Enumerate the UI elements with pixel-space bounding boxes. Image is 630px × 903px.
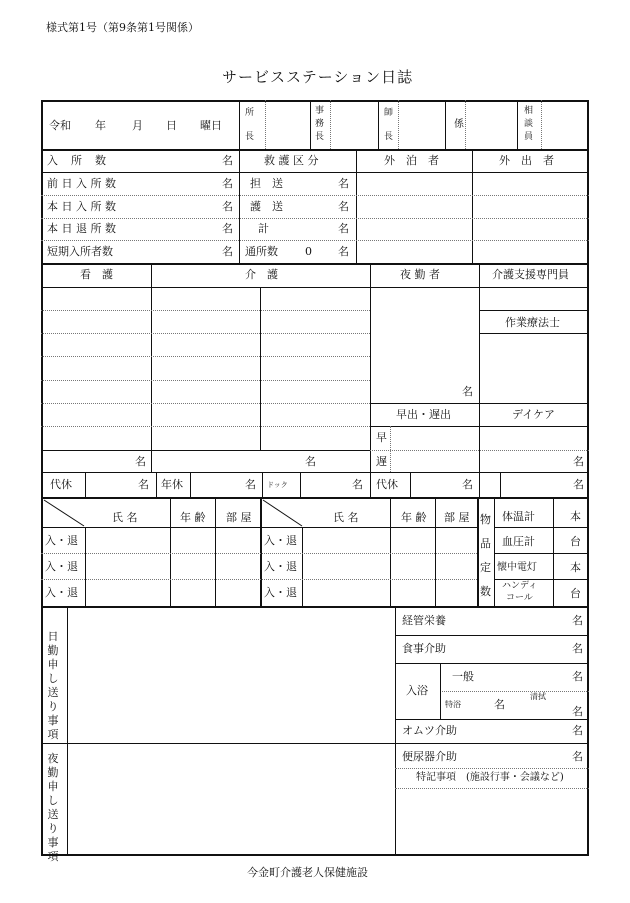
divider: [494, 497, 495, 606]
form-number: 様式第1号（第9条第1号関係）: [46, 21, 199, 34]
unit-label: 名: [572, 642, 583, 655]
nyutai-label: 入・退: [45, 534, 78, 547]
haya-label: 早: [376, 431, 387, 444]
divider: [310, 100, 311, 149]
divider: [41, 553, 477, 554]
divider: [435, 497, 436, 606]
divider: [41, 240, 589, 241]
page-title: サービスステーション日誌: [222, 68, 414, 86]
row-label: 前 日 入 所 数: [47, 177, 116, 190]
divider: [41, 450, 370, 451]
unit-label: 名: [572, 724, 583, 737]
unit-label: 名: [572, 670, 583, 683]
divider: [500, 472, 501, 497]
item-unit: 本: [570, 510, 581, 523]
keikan-label: 経管栄養: [402, 614, 446, 627]
unit-label: 名: [494, 698, 505, 711]
divider: [494, 527, 589, 528]
night-notes-label: 夜 勤 申 し 送 り 事 項: [47, 752, 59, 863]
tokuyoku-label: 特浴: [445, 700, 461, 709]
divider: [330, 100, 331, 149]
nyutai-label: 入・退: [264, 560, 297, 573]
unit-label: 名: [222, 154, 233, 167]
row-label: 本 日 入 所 数: [47, 200, 116, 213]
item-name: コール: [506, 593, 533, 603]
unit-label: 名: [338, 245, 349, 258]
divider: [472, 149, 473, 263]
divider: [395, 768, 589, 769]
row-label: 本 日 退 所 数: [47, 222, 116, 235]
shimei-header: 氏 名: [333, 511, 359, 524]
nyutai-label: 入・退: [264, 586, 297, 599]
unit-label: 名: [462, 478, 473, 491]
divider: [477, 497, 479, 606]
unit-label: 名: [572, 705, 583, 718]
divider: [85, 527, 86, 606]
seishiki-label: 清拭: [530, 692, 546, 701]
date-month: 月: [132, 119, 143, 132]
gaishutsu-header: 外 出 者: [499, 154, 554, 167]
unit-label: 名: [305, 455, 316, 468]
heya-header: 部 屋: [226, 511, 252, 524]
divider: [41, 356, 370, 357]
divider: [85, 472, 86, 497]
divider: [390, 426, 391, 472]
unit-label: 名: [222, 245, 233, 258]
divider: [41, 310, 370, 311]
divider: [41, 579, 477, 580]
shicho-label: 長: [384, 132, 394, 142]
unit-label: 名: [573, 478, 584, 491]
nenkyu-label: 年休: [161, 478, 183, 491]
oso-label: 遅: [376, 455, 387, 468]
sagyo-header: 作業療法士: [505, 316, 560, 329]
nyutai-label: 入・退: [45, 586, 78, 599]
row-label: 通所数: [245, 245, 278, 258]
divider: [239, 100, 240, 149]
divider: [262, 472, 263, 497]
date-weekday: 曜日: [200, 119, 222, 132]
buhin-label: 物: [480, 513, 491, 526]
soudan-label: 員: [524, 132, 534, 142]
divider: [41, 333, 370, 334]
unit-label: 名: [573, 455, 584, 468]
nenrei-header: 年 齢: [401, 511, 427, 524]
divider: [390, 497, 391, 606]
nyuyoku-label: 入浴: [406, 684, 428, 697]
divider: [479, 333, 589, 334]
date-day: 日: [166, 119, 177, 132]
shocho-label: 所: [245, 108, 255, 118]
item-unit: 台: [570, 535, 581, 548]
jimucho-label: 長: [315, 132, 325, 142]
heya-header: 部 屋: [444, 511, 470, 524]
tokki-label: 特記事項 (施設行事・会議など): [416, 772, 564, 783]
divider: [41, 172, 589, 173]
divider: [41, 263, 589, 265]
divider: [494, 579, 589, 580]
daikyu-label: 代休: [50, 478, 72, 491]
divider: [395, 719, 589, 720]
row-label: 短期入所者数: [47, 245, 113, 258]
divider: [41, 218, 589, 219]
soudan-label: 相: [524, 106, 534, 116]
divider: [300, 472, 301, 497]
divider: [398, 100, 399, 149]
divider: [395, 788, 589, 789]
caremanager-header: 介護支援専門員: [492, 268, 569, 281]
divider: [370, 263, 371, 497]
divider: [302, 527, 303, 606]
shokuji-label: 食事介助: [402, 642, 446, 655]
item-name: 血圧計: [502, 535, 535, 548]
item-name: 懐中電灯: [497, 562, 537, 573]
divider: [410, 472, 411, 497]
divider: [395, 635, 589, 636]
kakari-label: 係: [454, 119, 464, 130]
divider: [67, 606, 68, 856]
dokku-label: ドック: [267, 481, 288, 489]
divider: [378, 100, 379, 149]
unit-label: 名: [222, 200, 233, 213]
divider: [41, 743, 395, 744]
benki-label: 便尿器介助: [402, 750, 457, 763]
divider: [479, 263, 480, 497]
divider: [41, 149, 589, 151]
jimucho-label: 事: [315, 106, 325, 116]
unit-label: 名: [338, 222, 349, 235]
date-year: 年: [95, 119, 106, 132]
divider: [239, 149, 240, 263]
divider: [41, 606, 589, 608]
divider: [517, 100, 518, 149]
item-name: ハンディ: [502, 581, 538, 591]
unit-label: 名: [572, 614, 583, 627]
nyutai-label: 入・退: [45, 560, 78, 573]
omutsu-label: オムツ介助: [402, 724, 457, 737]
divider: [156, 472, 157, 497]
shicho-label: 師: [384, 108, 394, 118]
unit-label: 名: [462, 385, 473, 398]
divider: [370, 450, 589, 451]
divider: [395, 606, 396, 856]
kango-header: 看 護: [80, 268, 113, 281]
unit-label: 名: [572, 750, 583, 763]
nyusho-header: 入 所 数: [47, 154, 107, 167]
divider: [41, 403, 370, 404]
tsusho-count: 0: [305, 245, 312, 258]
buhin-label: 数: [480, 585, 491, 598]
nenrei-header: 年 齢: [180, 511, 206, 524]
kaigo-header: 介 護: [245, 268, 278, 281]
divider: [370, 403, 589, 404]
row-label: 担 送: [250, 177, 283, 190]
divider: [151, 263, 152, 472]
row-label: 護 送: [250, 200, 283, 213]
divider: [41, 380, 370, 381]
soude-header: 早出・遅出: [396, 408, 451, 421]
buhin-label: 品: [480, 537, 491, 550]
unit-label: 名: [222, 177, 233, 190]
divider: [395, 663, 589, 664]
divider: [440, 691, 589, 692]
divider: [553, 497, 554, 606]
unit-label: 名: [245, 478, 256, 491]
jimucho-label: 務: [315, 119, 325, 129]
divider: [41, 472, 589, 473]
row-label: 計: [258, 222, 269, 235]
shimei-header: 氏 名: [112, 511, 138, 524]
divider: [41, 195, 589, 196]
divider: [41, 426, 370, 427]
divider: [190, 472, 191, 497]
day-notes-label: 日 勤 申 し 送 り 事 項: [47, 630, 59, 741]
yakin-header: 夜 勤 者: [400, 268, 440, 281]
unit-label: 名: [338, 177, 349, 190]
ippan-label: 一般: [452, 670, 474, 683]
item-name: 体温計: [502, 510, 535, 523]
divider: [445, 100, 446, 149]
daikyu-label: 代休: [376, 478, 398, 491]
divider: [395, 743, 589, 744]
divider: [494, 553, 589, 554]
divider: [479, 310, 589, 311]
nyutai-label: 入・退: [264, 534, 297, 547]
divider: [440, 663, 441, 719]
divider: [370, 426, 589, 427]
divider: [541, 100, 542, 149]
diagonal-lines: [262, 497, 304, 528]
buhin-label: 定: [480, 561, 491, 574]
unit-label: 名: [135, 455, 146, 468]
soudan-label: 談: [524, 119, 534, 129]
divider: [41, 287, 589, 288]
unit-label: 名: [352, 478, 363, 491]
daycare-header: デイケア: [512, 408, 556, 421]
unit-label: 名: [222, 222, 233, 235]
divider: [465, 100, 466, 149]
item-unit: 本: [570, 561, 581, 574]
kyugo-header: 救 護 区 分: [264, 154, 319, 167]
facility-name: 今金町介護老人保健施設: [247, 866, 368, 879]
shocho-label: 長: [245, 132, 255, 142]
divider: [265, 100, 266, 149]
item-unit: 台: [570, 587, 581, 600]
divider: [356, 149, 357, 263]
unit-label: 名: [138, 478, 149, 491]
unit-label: 名: [338, 200, 349, 213]
gaihaku-header: 外 泊 者: [384, 154, 439, 167]
date-reiwa: 令和: [49, 119, 71, 132]
